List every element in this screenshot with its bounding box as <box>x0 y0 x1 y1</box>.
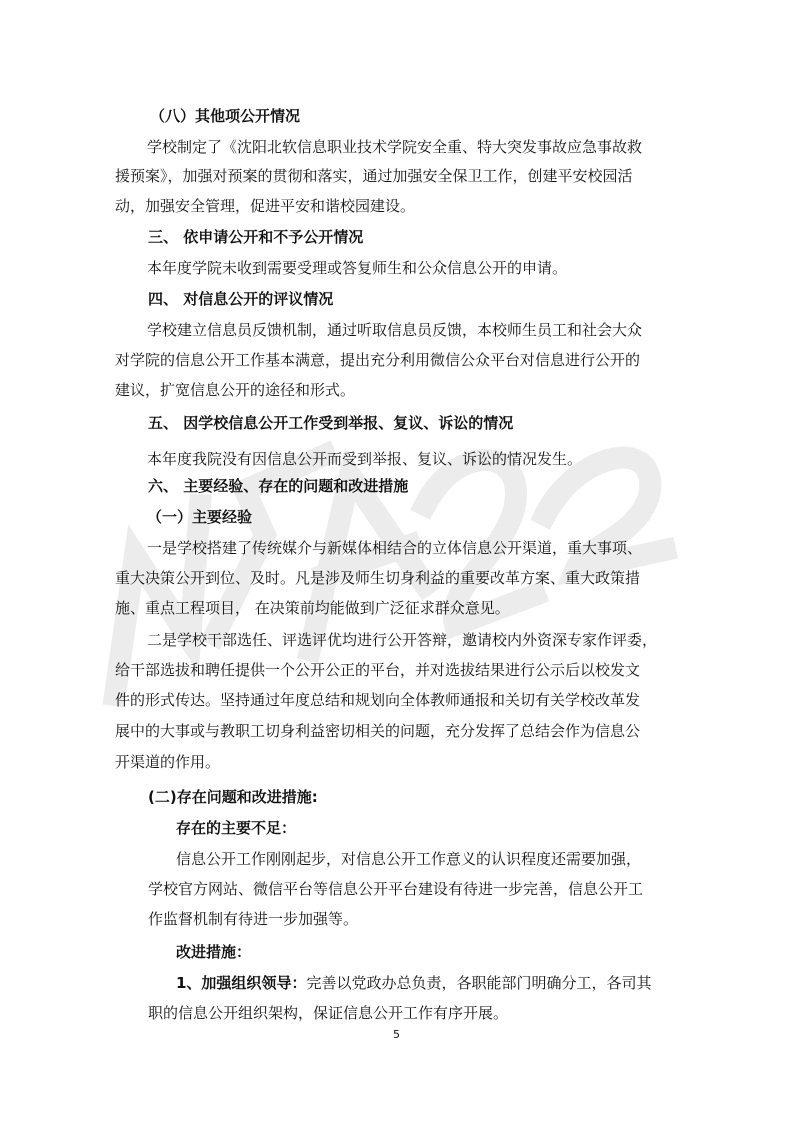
item-1-text: 完善以党政办总负责，各职能部门明确分工，各司其 <box>306 974 652 992</box>
paragraph-line: 动，加强安全管理，促进平安和谐校园建设。 <box>115 197 416 215</box>
paragraph-line: 重大决策公开到位、及时。凡是涉及师生切身利益的重要改革方案、重大政策措 <box>115 569 641 587</box>
paragraph-line: 职的信息公开组织架构，保证信息公开工作有序开展。 <box>148 1004 509 1022</box>
paragraph-line: 信息公开工作刚刚起步，对信息公开工作意义的认识程度还需要加强， <box>176 850 642 868</box>
subsection-1-heading: （一）主要经验 <box>147 508 253 526</box>
deficiencies-heading: 存在的主要不足： <box>176 819 297 837</box>
paragraph-line: 开渠道的作用。 <box>115 753 221 771</box>
paragraph-line: 学校制定了《沈阳北软信息职业技术学院安全重、特大突发事故应急事故救 <box>147 138 643 156</box>
paragraph-line: 一是学校搭建了传统媒介与新媒体相结合的立体信息公开渠道，重大事项、 <box>147 539 643 557</box>
paragraph-line: 展中的大事或与教职工切身利益密切相关的问题，充分发挥了总结会作为信息公 <box>115 722 641 740</box>
paragraph-line: 建议，扩宽信息公开的途径和形式。 <box>115 381 356 399</box>
paragraph-line: 援预案》，加强对预案的贯彻和落实，通过加强安全保卫工作，创建平安校园活 <box>115 167 633 185</box>
paragraph-line: 二是学校干部选任、评选评优均进行公开答辩，邀请校内外资深专家作评委， <box>147 631 658 649</box>
paragraph-line: 作监督机制有待进一步加强等。 <box>148 910 359 928</box>
paragraph-line: 施、重点工程项目， 在决策前均能做到广泛征求群众意见。 <box>115 599 510 617</box>
improvements-heading: 改进措施： <box>176 943 252 961</box>
section-5-heading: 五、 因学校信息公开工作受到举报、复议、诉讼的情况 <box>148 414 514 432</box>
section-4-heading: 四、 对信息公开的评议情况 <box>148 290 334 308</box>
paragraph-line: 本年度我院没有因信息公开而受到举报、复议、诉讼的情况发生。 <box>147 450 583 468</box>
subsection-2-heading: (二)存在问题和改进措施: <box>148 788 318 806</box>
page-number: 5 <box>393 1028 400 1041</box>
paragraph-line: 件的形式传达。坚持通过年度总结和规划向全体教师通报和关切有关学校改革发 <box>115 691 641 709</box>
paragraph-line: 学校官方网站、微信平台等信息公开平台建设有待进一步完善，信息公开工 <box>148 880 644 898</box>
paragraph-line: 本年度学院未收到需要受理或答复师生和公众信息公开的申请。 <box>147 259 568 277</box>
section-6-heading: 六、 主要经验、存在的问题和改进措施 <box>148 477 409 495</box>
paragraph-line <box>176 973 676 993</box>
section-3-heading: 三、 依申请公开和不予公开情况 <box>148 228 364 246</box>
section-8-heading: （八）其他项公开情况 <box>150 107 301 125</box>
paragraph-line: 对学院的信息公开工作基本满意，提出充分利用微信公众平台对信息进行公开的 <box>115 351 641 369</box>
item-1-label: 1、加强组织领导： <box>176 974 307 992</box>
paragraph-line: 给干部选拔和聘任提供一个公开公正的平台，并对选拔结果进行公示后以校发文 <box>115 661 641 679</box>
paragraph-line: 学校建立信息员反馈机制，通过听取信息员反馈，本校师生员工和社会大众 <box>147 321 643 339</box>
